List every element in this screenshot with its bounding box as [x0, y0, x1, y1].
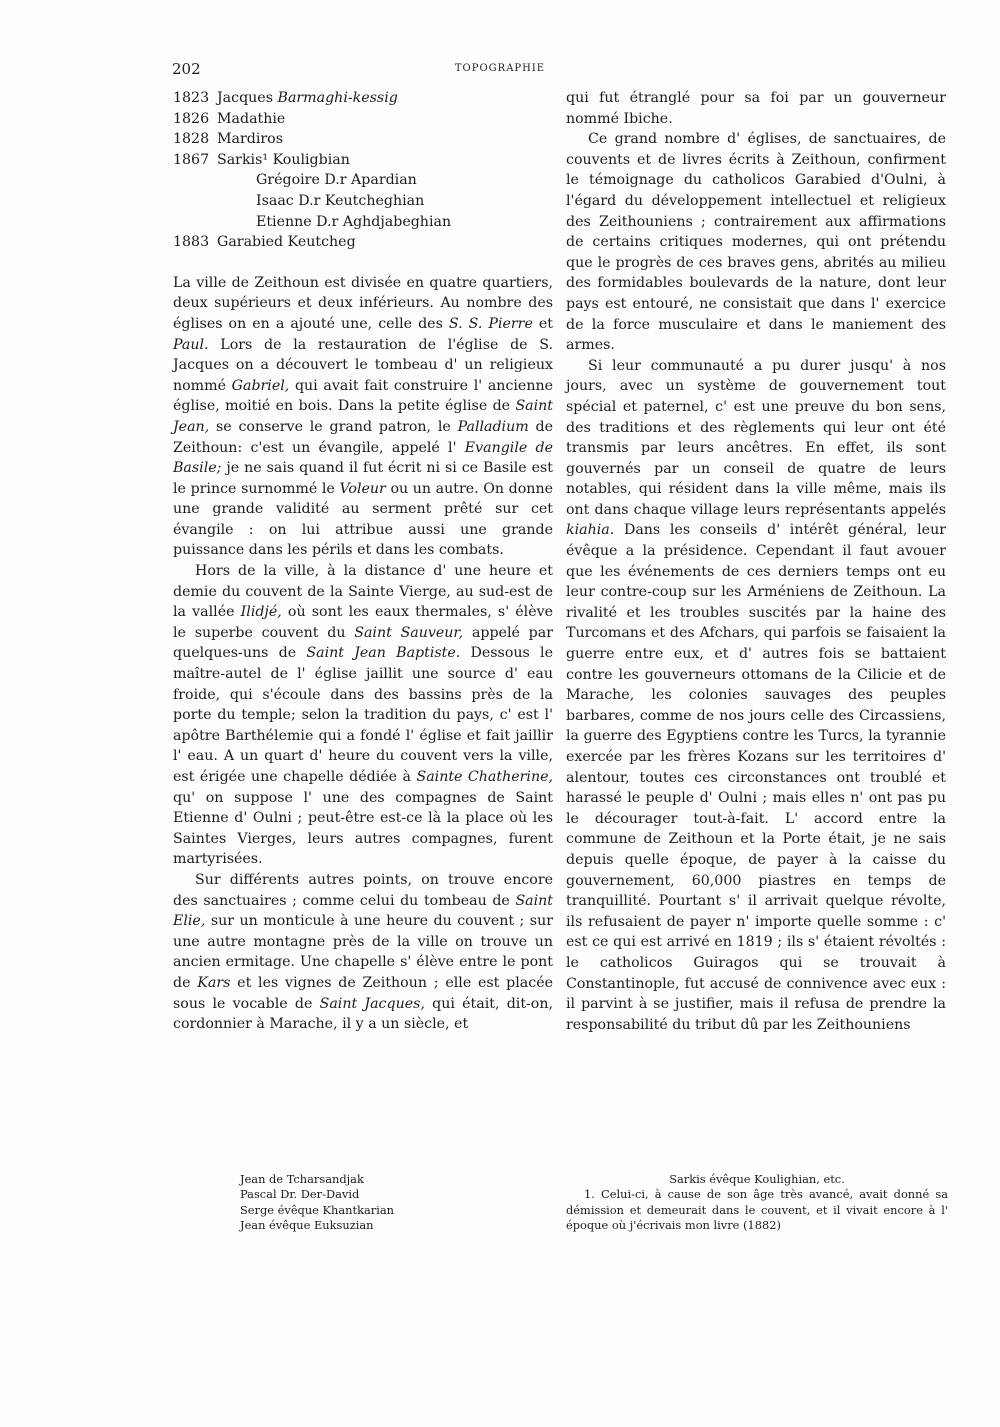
list-name: Jacques	[217, 90, 273, 106]
paragraph	[173, 561, 553, 870]
footnote-name: Pascal Dr. Der-David	[240, 1187, 360, 1202]
text-run: qui avait fait construire l' ancienne église, moitié en bois. Dans la petite église de	[173, 377, 553, 415]
footnote-text: 1. Celui-ci, à cause de son âge très avancé, avait donné sa démission et demeurait dans le couvent, et il vivait encore à l' époque où j'écrivais mon livre (1882)	[566, 1187, 948, 1233]
emphasis-text: Saint Jacques,	[319, 995, 425, 1012]
text-run: de Zeithoun: c'est un évangile, appelé l'	[173, 418, 553, 456]
footnote-name: Jean de Tcharsandjak	[240, 1172, 364, 1186]
left-body	[173, 273, 553, 1035]
text-run: Dans les conseils d' intérêt général, leur évêque a la présidence. Cependant il faut avouer que les événements de ces derniers temps ont eu leur contre-coup sur les Arméniens de Zeithoun. La rivalité et les troubles suscités par la haine des Turcomans et des Afchars, qui parfois se faisaient la guerre entre eux, et d' autres fois se battaient contre les gouverneurs ottomans de la Cilicie et de Marache, les colonies sauvages des peuples barbares, comme de nos jours celle des Circassiens, la guerre des Egyptiens contre les Turcs, la tyrannie exercée par les frères Kozans sur les territoires d' alentour, toutes ces circonstances ont troublé et harassé le peuple d' Oulni ; mais elles n' ont pas pu le décourager tout-à-fait. L' accord entre la commune de Zeithoun et la Porte était, je ne sais depuis quelle époque, de payer à la caisse du gouvernement, 60,000 piastres en temps de tranquillité. Pourtant s' il arrivait quelque révolte, ils refusaient de payer n' importe quelle somme : c' est ce qui est arrivé en 1819 ; ils s' étaient révoltés : le catholicos Guiragos qui se trouvait à Constantinople, fut accusé de connivence avec eux : il parvint à se justifier, mais il refusa de prendre la responsabilité du tribut dû par les Zeithouniens	[566, 522, 946, 1033]
text-run: Dessous le maître-autel de l' église jaillit une source d' eau froide, qui s'écoule dans des bassins près de la porte du temple; selon la tradition du pays, c' est l' apôtre Barthélemie qui a fondé l' église et fait jaillir l' eau. A un quart d' heure du couvent vers la ville, est érigée une chapelle dédiée à	[173, 645, 553, 785]
emphasis-text: Saint Elie,	[173, 892, 553, 930]
list-name-emphasis: Barmaghi-kessig	[277, 90, 398, 106]
footnote-heading: Sarkis évêque Koulighian, etc.	[669, 1172, 845, 1186]
paragraph	[566, 129, 946, 356]
text-run: sur un monticule à une heure du couvent ; sur une autre montagne près de la ville on trouve un ancien ermitage. Une chapelle s' élève entre le pont de	[173, 913, 553, 991]
text-run: Sur différents autres points, on trouve encore des sanctuaires ; comme celui du tombeau de	[173, 871, 553, 909]
emphasis-text: Gabriel,	[231, 377, 290, 394]
list-item	[173, 212, 553, 233]
emphasis-text: Saint Jean,	[173, 398, 553, 435]
emphasis-text: Kars	[197, 974, 231, 991]
footnote-name: Jean évêque Euksuzian	[240, 1218, 374, 1233]
emphasis-text: Paul.	[173, 336, 209, 353]
emphasis-text: Voleur	[339, 480, 386, 497]
paragraph	[566, 356, 946, 1036]
text-run: se conserve le grand patron, le	[209, 418, 458, 435]
list-item	[173, 129, 553, 150]
list-item	[173, 170, 553, 191]
list-name: Isaac D.r Keutcheghian	[256, 192, 425, 209]
list-item	[173, 150, 553, 171]
text-run: appelé par quelques-uns de	[173, 624, 553, 662]
list-year: 1883	[173, 234, 210, 251]
list-name: Mardiros	[217, 131, 283, 148]
right-column	[566, 88, 946, 1035]
text-run: Si leur communauté a pu durer jusqu' à nos jours, avec un système de gouvernement tout spécial et paternel, c' est une preuve du bon sens, des traditions et des règlements qui leur ont été transmis par leurs ancêtres. En effet, ils sont gouvernés par un conseil de quatre de leurs notables, qui résident dans la ville même, mais ils ont dans chaque village leurs représentants appelés	[566, 357, 946, 518]
text-run: Hors de la ville, à la distance d' une heure et demie du couvent de la Sainte Vierge, au sud-est de la vallée	[173, 563, 553, 621]
footnote-block	[566, 1172, 948, 1234]
list-item	[173, 232, 553, 253]
text-run: je ne sais quand il fut écrit ni si ce Basile est le prince surnommé le	[173, 460, 553, 497]
right-body	[566, 88, 946, 1035]
text-run: qui était, dit-on, cordonnier à Marache, il y a un siècle, et	[173, 995, 553, 1033]
text-run: Ce grand nombre d' églises, de sanctuaires, de couvents et de livres écrits à Zeithoun, confirment le témoignage du catholicos Garabied d'Oulni, à l'égard du développement intellectuel et religieux des Zeithouniens ; contrairement aux affirmations de certains critiques modernes, qui ont prétendu que le progrès de ces braves gens, abrités au milieu des formidables boulevards de la nature, dont leur pays est entouré, ne consistait que dans l' exercice de la force musculaire et dans le maniement des armes.	[566, 131, 946, 354]
running-title: TOPOGRAPHIE	[454, 63, 546, 74]
paragraph	[173, 870, 553, 1035]
emphasis-text: Ilidjé,	[240, 604, 282, 621]
list-name: Garabied Keutcheg	[217, 234, 356, 251]
list-name: Madathie	[217, 110, 286, 127]
emphasis-text: Saint Jean Baptiste.	[306, 645, 461, 662]
list-year: 1826	[173, 110, 210, 127]
text-run: ou un autre. On donne une grande validité au serment prêté sur cet évangile : on lui attribue aussi une grande puissance dans les périls et dans les combats.	[173, 480, 553, 559]
list-name: Etienne D.r Aghdjabeghian	[256, 213, 452, 230]
list-name: Grégoire D.r Apardian	[256, 172, 417, 189]
list-item	[173, 191, 553, 212]
list-year: 1823	[173, 90, 210, 106]
text-run: qu' on suppose l' une des compagnes de Saint Etienne d' Oulni ; peut-être est-ce là la place où les Saintes Vierges, leurs autres compagnes, furent martyrisées.	[173, 789, 553, 868]
text-run: où sont les eaux thermales, s' élève le superbe couvent du	[173, 604, 553, 641]
footnote-name: Serge évêque Khantkarian	[240, 1202, 395, 1217]
text-run: qui fut étranglé pour sa foi par un gouverneur nommé Ibiche.	[566, 90, 946, 127]
list-name: Sarkis¹ Kouligbian	[217, 151, 350, 168]
paragraph	[173, 273, 553, 561]
emphasis-text: Evangile de Basile;	[173, 439, 553, 477]
page-number: 202	[172, 60, 201, 78]
emphasis-text: Sainte Chatherine,	[416, 769, 553, 785]
list-item	[173, 109, 553, 130]
bishop-list	[173, 88, 553, 253]
text-run: et	[532, 315, 553, 332]
emphasis-text: kiahia.	[566, 522, 615, 539]
list-item	[173, 88, 553, 109]
text-run: Lors de la restauration de l'église de S. Jacques on a découvert le tombeau d' un religieux nommé	[173, 336, 553, 394]
text-run: La ville de Zeithoun est divisée en quatre quartiers, deux supérieurs et deux inférieurs. Au nombre des églises on en a ajouté une, celle des	[173, 274, 553, 332]
text-run: et les vignes de Zeithoun ; elle est placée sous le vocable de	[173, 974, 553, 1012]
emphasis-text: Saint Sauveur,	[354, 624, 464, 641]
footnote-names	[240, 1172, 480, 1234]
left-column	[173, 88, 553, 1035]
list-year: 1867	[173, 151, 210, 168]
emphasis-text: Palladium	[457, 418, 529, 435]
paragraph	[566, 88, 946, 129]
list-year: 1828	[173, 131, 210, 148]
emphasis-text: S. S. Pierre	[448, 315, 533, 332]
